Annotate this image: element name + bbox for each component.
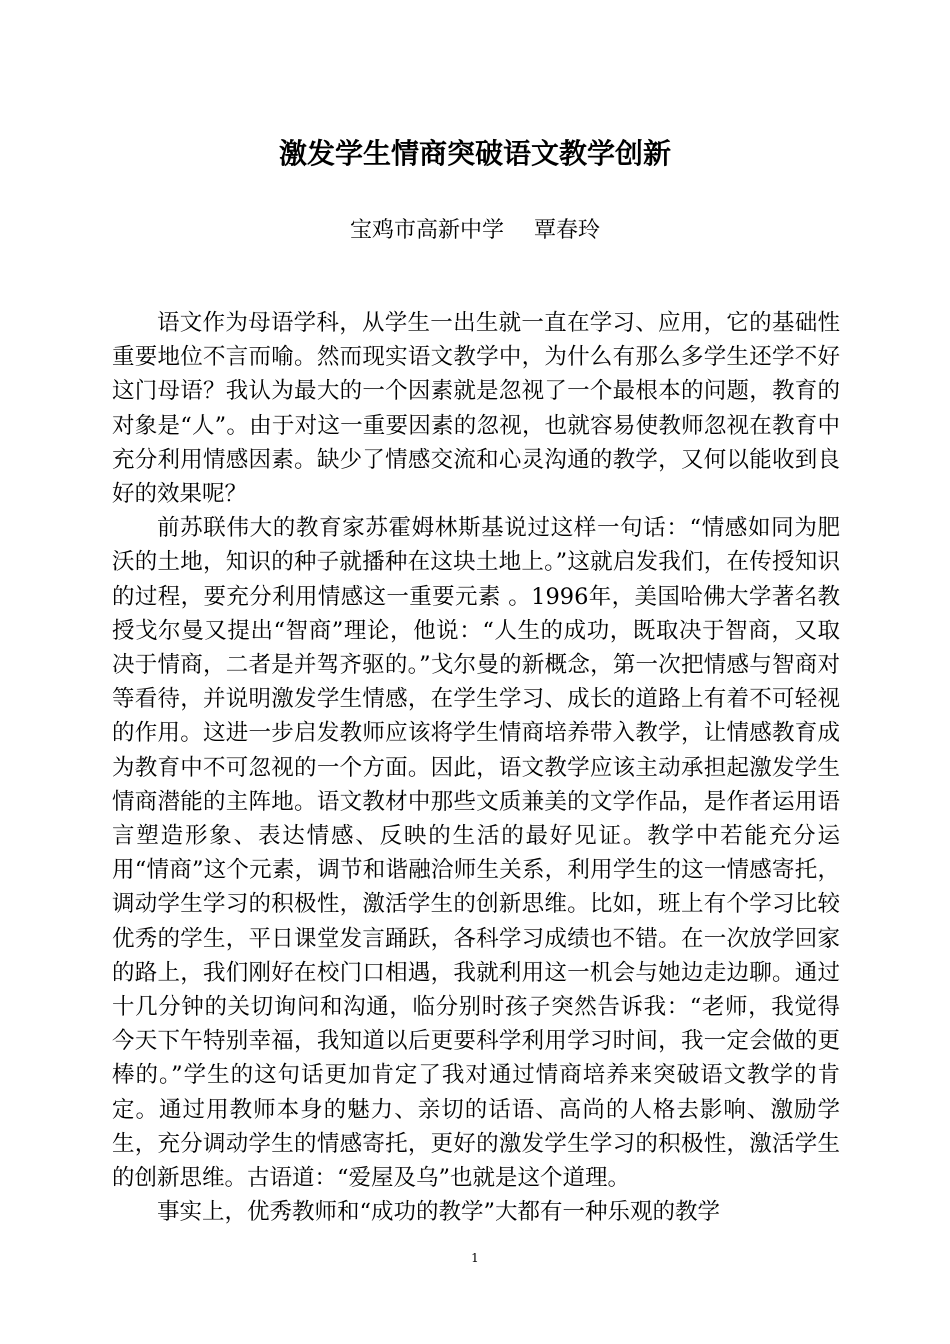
byline	[0, 212, 950, 250]
page-number: 1	[471, 1251, 479, 1265]
author-school: 宝鸡市高新中学	[349, 218, 504, 243]
paragraph: 语文作为母语学科，从学生一出生就一直在学习、应用，它的基础性重要地位不言而喻。然而现实语文教学中，为什么有那么多学生还学不好这门母语？我认为最大的一个因素就是忽视了一个最根本的问题，教育的对象是“人”。由于对这一重要因素的忽视，也就容易使教师忽视在教育中充分利用情感因素。缺少了情感交流和心灵沟通的教学，又何以能收到良好的效果呢？	[112, 310, 840, 508]
article-body	[112, 306, 840, 1229]
author-name: 覃春玲	[534, 218, 601, 243]
paragraph: 前苏联伟大的教育家苏霍姆林斯基说过这样一句话：“情感如同为肥沃的土地，知识的种子就播种在这块土地上。”这就启发我们，在传授知识的过程，要充分利用情感这一重要元素 。1996年，美国哈佛大学著名教授戈尔曼又提出“智商”理论，他说：“人生的成功，既取决于智商，又取决于情商，二者是并驾齐驱的。”戈尔曼的新概念，第一次把情感与智商对等看待，并说明激发学生情感，在学生学习、成长的道路上有着不可轻视的作用。这进一步启发教师应该将学生情商培养带入教学，让情感教育成为教育中不可忽视的一个方面。因此，语文教学应该主动承担起激发学生情商潜能的主阵地。语文教材中那些文质兼美的文学作品，是作者运用语言塑造形象、表达情感、反映的生活的最好见证。教学中若能充分运用“情商”这个元素，调节和谐融洽师生关系，利用学生的这一情感寄托，调动学生学习的积极性，激活学生的创新思维。比如，班上有个学习比较优秀的学生，平日课堂发言踊跃，各科学习成绩也不错。在一次放学回家的路上，我们刚好在校门口相遇，我就利用这一机会与她边走边聊。通过十几分钟的关切询问和沟通，临分别时孩子突然告诉我：“老师，我觉得今天下午特别幸福，我知道以后更要科学利用学习时间，我一定会做的更棒的。”学生的这句话更加肯定了我对通过情商培养来突破语文教学的肯定。通过用教师本身的魅力、亲切的话语、高尚的人格去影响、激励学生，充分调动学生的情感寄托，更好的激发学生学习的积极性，激活学生的创新思维。古语道：“爱屋及乌”也就是这个道理。	[112, 515, 840, 1192]
paragraph: 事实上，优秀教师和“成功的教学”大都有一种乐观的教学	[157, 1199, 721, 1226]
document-title: 激发学生情商突破语文教学创新	[278, 137, 671, 170]
